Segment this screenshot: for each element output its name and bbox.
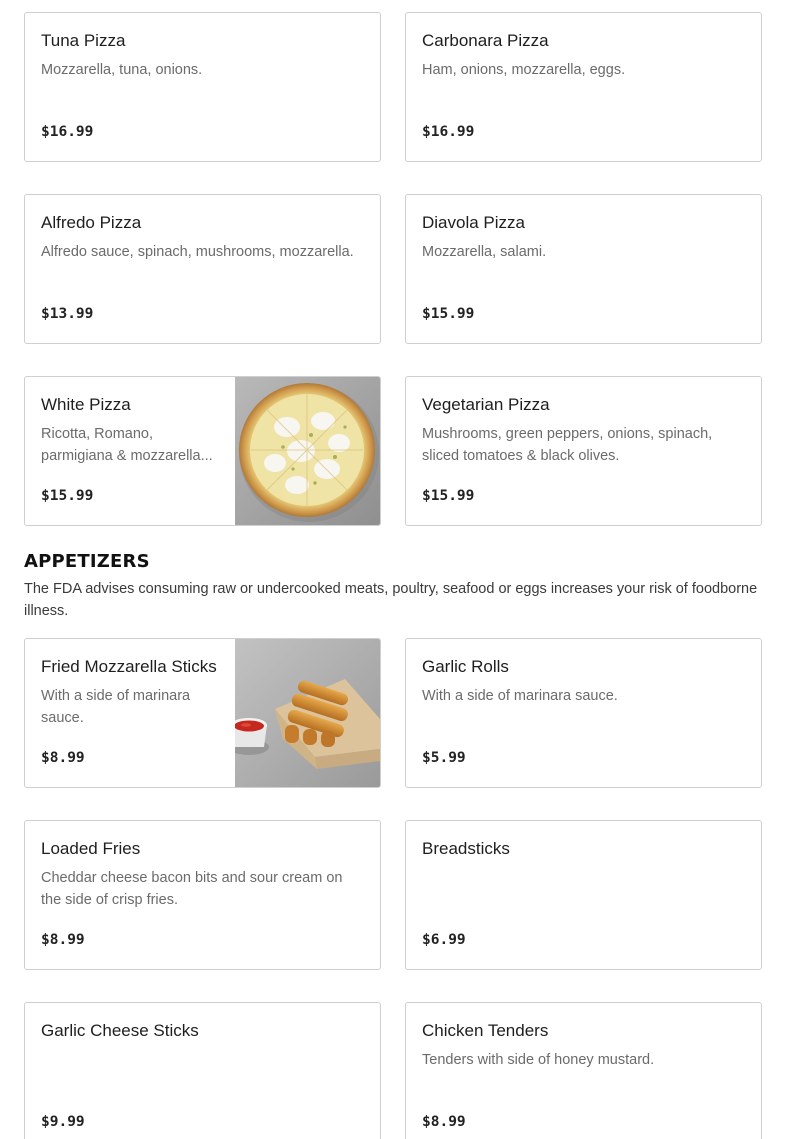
- item-name: Chicken Tenders: [422, 1021, 549, 1040]
- item-name: Tuna Pizza: [41, 31, 126, 50]
- menu-item-card-diavola-pizza[interactable]: [405, 194, 762, 344]
- item-price: $9.99: [41, 1114, 85, 1130]
- item-name: Garlic Rolls: [422, 657, 509, 676]
- section-title-appetizers: APPETIZERS: [24, 551, 150, 572]
- item-description: Mozzarella, tuna, onions.: [41, 62, 203, 78]
- menu-item-card-white-pizza[interactable]: [24, 376, 381, 526]
- item-name: Breadsticks: [422, 839, 510, 858]
- item-price: $16.99: [41, 124, 94, 140]
- item-price: $16.99: [422, 124, 475, 140]
- menu-item-card-chicken-tenders[interactable]: [405, 1002, 762, 1139]
- menu-item-card-loaded-fries[interactable]: [24, 820, 381, 970]
- item-price: $13.99: [41, 306, 94, 322]
- item-name: Fried Mozzarella Sticks: [41, 657, 217, 676]
- item-description: Alfredo sauce, spinach, mushrooms, mozzarella.: [41, 244, 354, 260]
- mozzarella-sticks-photo: [235, 639, 380, 787]
- item-description: Cheddar cheese bacon bits and sour cream on the side of crisp fries.: [41, 870, 343, 908]
- item-description: Ricotta, Romano, parmigiana & mozzarella...: [41, 426, 213, 464]
- item-description: Mushrooms, green peppers, onions, spinach, sliced tomatoes & black olives.: [422, 426, 713, 464]
- item-price: $8.99: [41, 750, 85, 766]
- menu-item-card-fried-mozzarella-sticks[interactable]: [24, 638, 381, 788]
- menu-item-card-garlic-rolls[interactable]: [405, 638, 762, 788]
- item-description: [41, 1049, 364, 1093]
- item-price: $6.99: [422, 932, 466, 948]
- menu-item-card-carbonara-pizza[interactable]: [405, 12, 762, 162]
- item-name: White Pizza: [41, 395, 131, 414]
- item-description: With a side of marinara sauce.: [422, 688, 618, 704]
- item-name: Diavola Pizza: [422, 213, 525, 232]
- item-price: $15.99: [422, 488, 475, 504]
- item-description: Tenders with side of honey mustard.: [422, 1052, 655, 1068]
- menu-item-card-garlic-cheese-sticks[interactable]: [24, 1002, 381, 1139]
- item-name: Vegetarian Pizza: [422, 395, 550, 414]
- item-price: $15.99: [41, 488, 94, 504]
- item-price: $8.99: [422, 1114, 466, 1130]
- item-description: [422, 867, 745, 911]
- item-price: $15.99: [422, 306, 475, 322]
- item-name: Carbonara Pizza: [422, 31, 549, 50]
- item-description: Ham, onions, mozzarella, eggs.: [422, 62, 626, 78]
- item-name: Loaded Fries: [41, 839, 141, 858]
- fda-advisory-note: The FDA advises consuming raw or undercooked meats, poultry, seafood or eggs increases your risk of foodborne illness.: [24, 581, 758, 619]
- menu-item-card-vegetarian-pizza[interactable]: [405, 376, 762, 526]
- item-description: With a side of marinara sauce.: [41, 688, 191, 726]
- item-name: Alfredo Pizza: [41, 213, 142, 232]
- item-price: $5.99: [422, 750, 466, 766]
- menu-item-card-tuna-pizza[interactable]: [24, 12, 381, 162]
- menu-item-card-breadsticks[interactable]: [405, 820, 762, 970]
- item-name: Garlic Cheese Sticks: [41, 1021, 199, 1040]
- white-pizza-photo: [235, 377, 380, 525]
- menu-item-card-alfredo-pizza[interactable]: [24, 194, 381, 344]
- item-price: $8.99: [41, 932, 85, 948]
- item-description: Mozzarella, salami.: [422, 244, 547, 260]
